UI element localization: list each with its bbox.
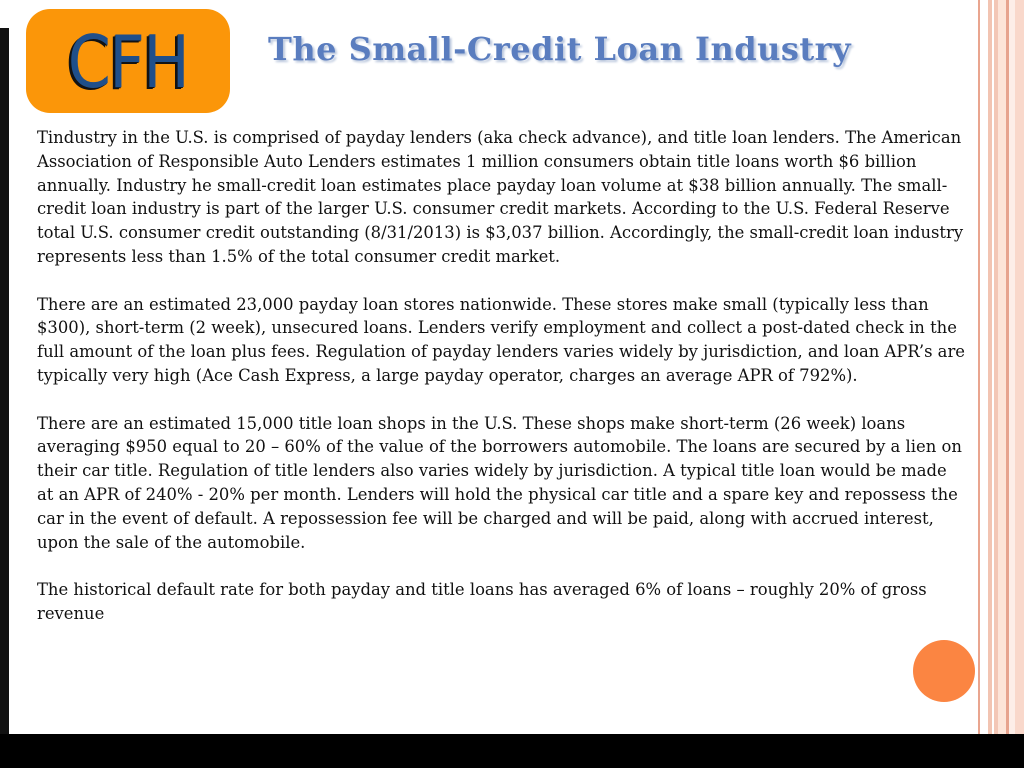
left-edge-bar	[0, 28, 9, 734]
paragraph-title-loans: There are an estimated 15,000 title loan shops in the U.S. These shops make short-term (26 week) loans averaging $950 equal to 20 – 60% of the value of the borrowers automobile. The loans are secured by a lien on their car title. Regulation of title lenders also varies widely by jurisdiction. A typical title loan would be made at an APR of 240% - 20% per month. Lenders will hold the physical car title and a spare key and repossess the car in the event of default. A repossession fee will be charged and will be paid, along with accrued interest, upon the sale of the automobile.	[37, 413, 962, 552]
slide-body	[37, 126, 967, 650]
footer-bar	[0, 734, 1024, 768]
right-border-stripe	[998, 0, 1006, 734]
paragraph-payday-loans: There are an estimated 23,000 payday loan stores nationwide. These stores make small (typically less than $300), short-term (2 week), unsecured loans. Lenders verify employment and collect a post-dated check in the full amount of the loan plus fees. Regulation of payday lenders varies widely by jurisdiction, and loan APR’s are typically very high (Ace Cash Express, a large payday operator, charges an average APR of 792%).	[37, 294, 965, 385]
orange-circle-decoration	[913, 640, 975, 702]
paragraph-default-rate: The historical default rate for both payday and title loans has averaged 6% of loans – roughly 20% of gross revenue	[37, 580, 927, 623]
right-border-stripe	[980, 0, 988, 734]
logo-text: CFH	[67, 20, 189, 104]
paragraph-industry-overview: Tindustry in the U.S. is comprised of payday lenders (aka check advance), and title loan lenders. The American Association of Responsible Auto Lenders estimates 1 million consumers obtain title loans worth $6 billion annually. Industry he small-credit loan estimates place payday loan volume at $38 billion annually. The small-credit loan industry is part of the larger U.S. consumer credit markets. According to the U.S. Federal Reserve total U.S. consumer credit outstanding (8/31/2013) is $3,037 billion. Accordingly, the small-credit loan industry represents less than 1.5% of the total consumer credit market.	[37, 128, 964, 266]
right-border-stripe	[1015, 0, 1024, 734]
cfh-logo	[26, 9, 230, 113]
slide-title: The Small-Credit Loan Industry	[268, 30, 852, 68]
